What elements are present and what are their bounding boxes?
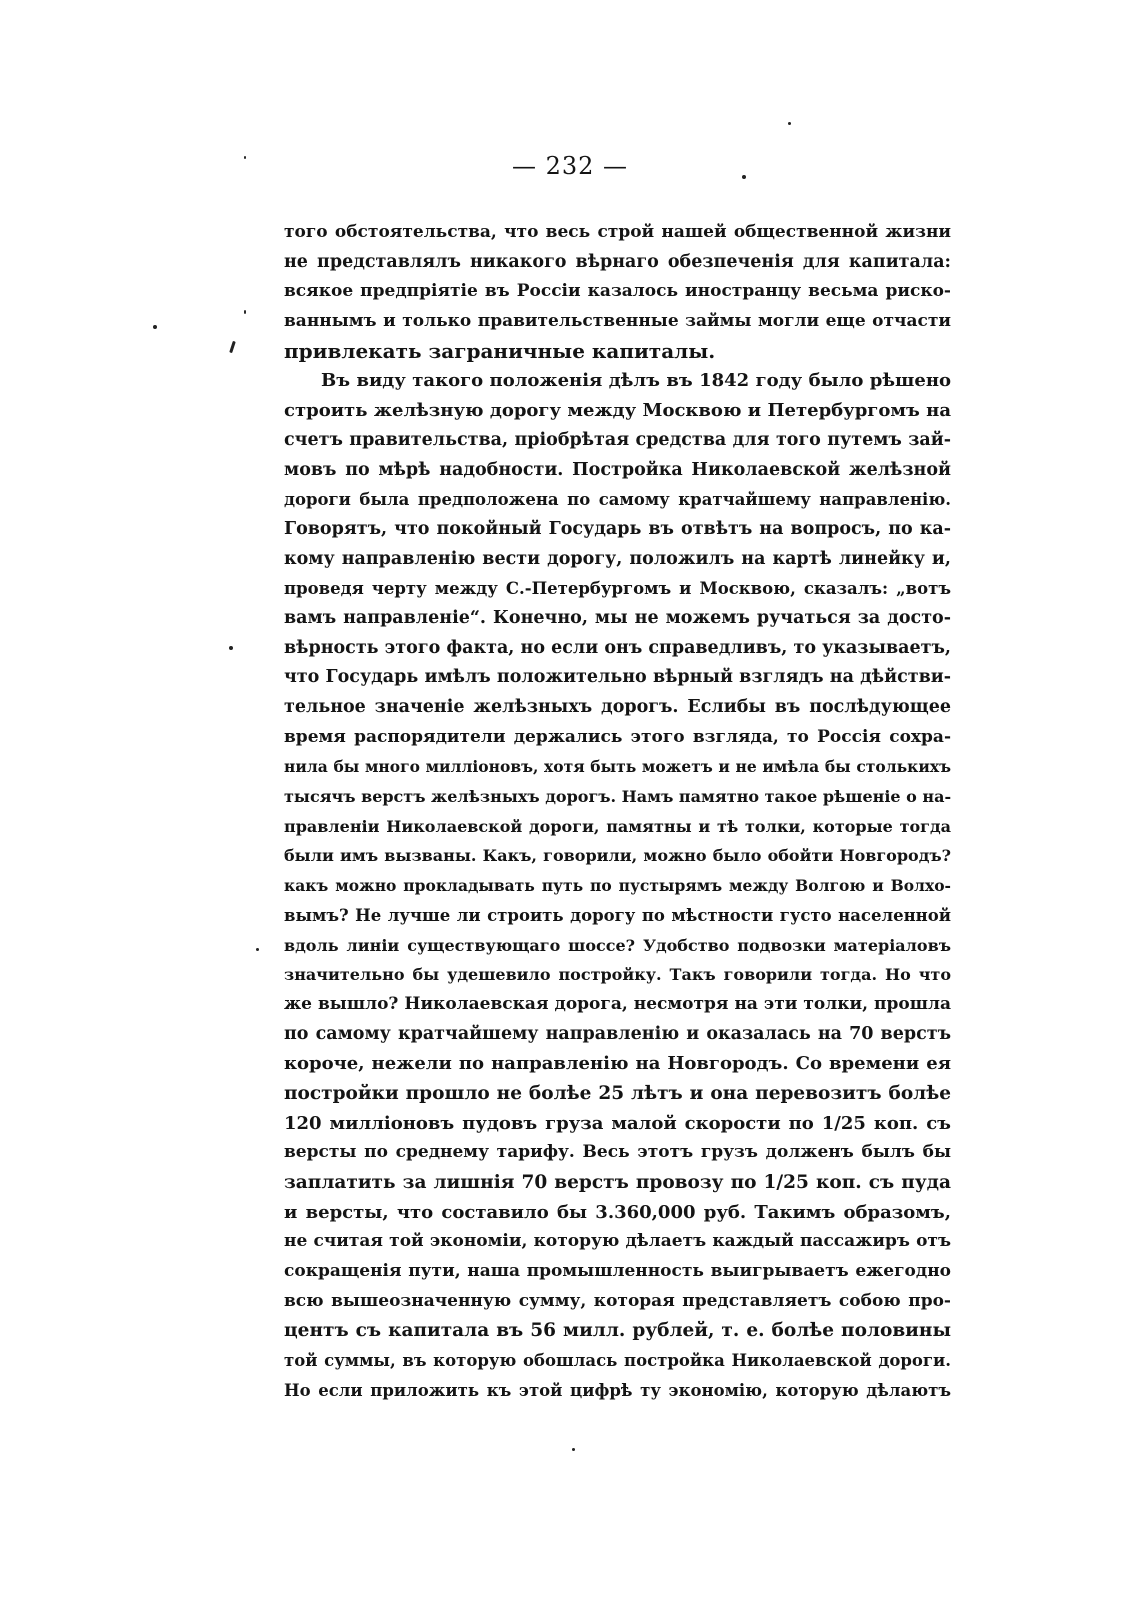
text-line: и версты, что составило бы 3.360,000 руб. Такимъ образомъ, — [284, 1201, 951, 1223]
text-line: мовъ по мѣрѣ надобности. Постройка Николаевской желѣзной — [284, 459, 951, 480]
scan-speck — [244, 310, 246, 314]
text-line: значительно бы удешевило постройку. Такъ говорили тогда. Но что — [284, 965, 951, 985]
text-line: 120 милліоновъ пудовъ груза малой скорости по 1/25 коп. съ — [284, 1112, 951, 1134]
scan-speck — [742, 175, 746, 179]
body-text — [284, 218, 951, 1406]
text-line: проведя черту между С.-Петербургомъ и Москвою, сказалъ: „вотъ — [284, 579, 951, 599]
text-line: вѣрность этого факта, но если онъ справедливъ, то указываетъ, — [284, 637, 951, 658]
scan-speck — [229, 646, 233, 650]
text-line: по самому кратчайшему направленію и оказалась на 70 верстъ — [284, 1023, 951, 1044]
text-line: Говорятъ, что покойный Государь въ отвѣтъ на вопросъ, по ка- — [284, 518, 951, 539]
text-line: же вышло? Николаевская дорога, несмотря на эти толки, прошла — [284, 993, 951, 1014]
text-line: нила бы много милліоновъ, хотя быть можетъ и не имѣла бы столькихъ — [284, 757, 951, 777]
text-line: правленіи Николаевской дороги, памятны и тѣ толки, которые тогда — [284, 816, 951, 836]
scan-speck — [256, 948, 259, 951]
text-line: всякое предпріятіе въ Россіи казалось иностранцу весьма риско- — [284, 281, 951, 302]
scan-speck — [153, 325, 157, 329]
text-line: дороги была предположена по самому кратчайшему направленію. — [284, 490, 951, 510]
text-line: не считая той экономіи, которую дѣлаетъ каждый пассажиръ отъ — [284, 1231, 951, 1252]
text-line: тысячъ верстъ желѣзныхъ дорогъ. Намъ памятно такое рѣшеніе о на- — [284, 787, 952, 807]
text-line: строить желѣзную дорогу между Москвою и Петербургомъ на — [284, 400, 951, 422]
text-line: счетъ правительства, пріобрѣтая средства для того путемъ зай- — [284, 429, 951, 450]
text-line: что Государь имѣлъ положительно вѣрный взглядъ на дѣйстви- — [284, 667, 951, 688]
scan-speck — [572, 1448, 575, 1451]
text-line: вымъ? Не лучше ли строить дорогу по мѣстности густо населенной — [284, 905, 951, 925]
text-line: центъ съ капитала въ 56 милл. рублей, т. е. болѣе половины — [284, 1320, 951, 1342]
text-line: не представлялъ никакого вѣрнаго обезпеченія для капитала: — [284, 251, 951, 272]
text-line: постройки прошло не болѣе 25 лѣтъ и она перевозитъ болѣе — [284, 1082, 951, 1104]
scan-speck — [229, 341, 236, 353]
text-line: той суммы, въ которую обошлась постройка Николаевской дороги. — [284, 1351, 951, 1371]
text-line: сокращенія пути, наша промышленность выигрываетъ ежегодно — [284, 1261, 951, 1282]
text-line: короче, нежели по направленію на Новгородъ. Со времени ея — [284, 1053, 951, 1075]
text-line: того обстоятельства, что весь строй нашей общественной жизни — [284, 222, 951, 242]
text-line: какъ можно прокладывать путь по пустырямъ между Волгою и Волхо- — [284, 876, 951, 896]
scan-speck — [788, 122, 791, 125]
text-line: вамъ направленіе“. Конечно, мы не можемъ ручаться за досто- — [284, 607, 951, 628]
text-line: всю вышеозначенную сумму, которая представляетъ собою про- — [284, 1290, 951, 1311]
text-line: ваннымъ и только правительственные займы могли еще отчасти — [284, 311, 951, 332]
page-number: — 232 — — [511, 152, 629, 180]
scan-speck — [244, 156, 246, 159]
text-line: версты по среднему тарифу. Весь этотъ грузъ долженъ былъ бы — [284, 1142, 951, 1163]
text-line: Въ виду такого положенія дѣлъ въ 1842 году было рѣшено — [321, 370, 951, 392]
text-line: тельное значеніе желѣзныхъ дорогъ. Еслибы въ послѣдующее — [284, 697, 951, 717]
text-line: вдоль линіи существующаго шоссе? Удобство подвозки матеріаловъ — [284, 935, 951, 955]
text-line: привлекать заграничные капиталы. — [284, 338, 716, 363]
text-line: кому направленію вести дорогу, положилъ на картѣ линейку и, — [284, 548, 951, 569]
text-line: были имъ вызваны. Какъ, говорили, можно было обойти Новгородъ? — [284, 846, 951, 866]
text-line: Но если приложить къ этой цифрѣ ту экономію, которую дѣлаютъ — [284, 1380, 951, 1400]
text-line: заплатить за лишнія 70 верстъ провозу по 1/25 коп. съ пуда — [284, 1172, 951, 1193]
text-line: время распорядители держались этого взгляда, то Россія сохра- — [284, 726, 951, 747]
